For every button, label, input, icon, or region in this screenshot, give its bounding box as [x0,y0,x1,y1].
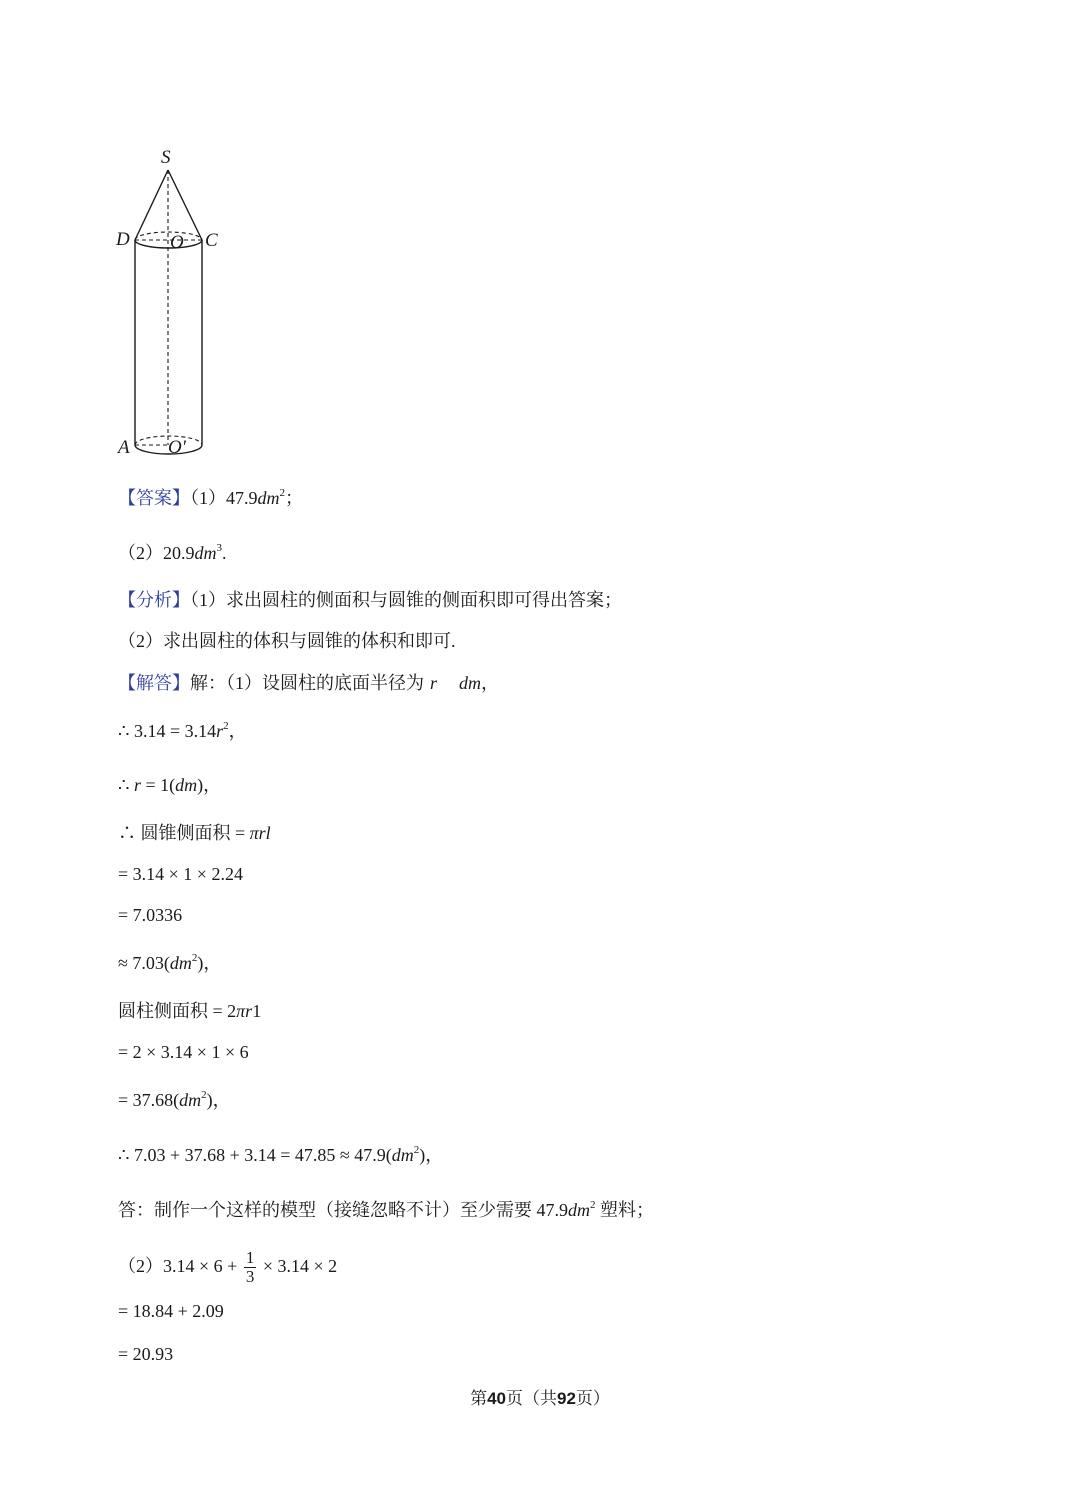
conclusion-unit: dm [568,1200,590,1220]
answer-part1-exp: 2 [279,487,285,499]
label-o-prime: O' [168,437,186,458]
step10-unit: dm [391,1145,414,1165]
step1-end: ， [228,721,247,741]
solution-intro: 解：（1）设圆柱的底面半径为 [190,673,424,693]
page-footer [0,1384,1080,1409]
answer-part2-prefix: （2） [118,543,163,563]
conclusion-text: 答：制作一个这样的模型（接缝忽略不计）至少需要 47.9 [118,1200,568,1220]
analysis-text-2: （2）求出圆柱的体积与圆锥的体积和即可. [118,631,456,651]
figure-svg [108,140,238,470]
answer-line-1 [118,485,303,511]
answer-part2-unit: dm [194,543,217,563]
answer-part1-unit: dm [257,488,280,508]
answer-tag: 【答案】 [118,488,190,508]
analysis-tag: 【分析】 [118,590,190,610]
solution-step-10 [118,1142,443,1168]
step9-end: )， [206,1090,231,1110]
analysis-text-1: （1）求出圆柱的侧面积与圆锥的侧面积即可得出答案； [190,590,622,610]
cone-cylinder-figure [108,140,238,470]
solution-step-9 [118,1087,231,1113]
label-s: S [161,147,171,168]
step7-formula: πr [236,1001,253,1021]
step6-unit: dm [169,953,192,973]
fraction-one-third [244,1249,257,1286]
step9-text: = 37.68( [118,1090,180,1110]
step2-text: ∴ [118,775,134,795]
part2-step2-text: = 20.93 [118,1344,174,1364]
footer-pre: 第 [470,1389,488,1408]
solution-step-7 [118,998,261,1024]
step10-exp: 2 [413,1144,420,1156]
cone-left-edge [135,170,168,240]
step3-text: ∴ 圆锥侧面积 = [118,823,250,843]
step9-unit: dm [179,1090,202,1110]
step1-text: ∴ 3.14 = 3.14 [118,721,217,741]
solution-step-1 [118,718,247,744]
step2-r: r [133,775,141,795]
solution-var-r: r [430,673,438,693]
fraction-numerator: 1 [245,1248,255,1268]
step7-text: 圆柱侧面积 = 2 [118,1001,237,1021]
solution-step-2 [118,772,221,798]
solution-part2-step-1 [118,1298,224,1324]
label-c: C [205,230,218,251]
answer-part1-suffix: ； [285,488,303,508]
step6-exp: 2 [191,952,198,964]
step5-text: = 7.0336 [118,905,183,925]
step2-b: = 1( [140,775,176,795]
solution-line-intro [118,670,499,696]
step6-end: )， [197,953,222,973]
step10-end: )， [419,1145,444,1165]
answer-part2-value: 20.9 [163,543,195,563]
part2-step1-text: = 18.84 + 2.09 [118,1301,224,1321]
step6-text: ≈ 7.03( [118,953,170,973]
step2-end: )， [197,775,222,795]
footer-mid: 页（共 [506,1389,557,1408]
conclusion-end: 塑料； [595,1200,654,1220]
label-a: A [118,437,130,458]
cone-right-edge [168,170,202,240]
answer-part2-suffix: . [222,543,227,563]
solution-step-8 [118,1039,249,1065]
fraction-denominator: 3 [245,1267,255,1287]
answer-part1-prefix: （1） [190,488,226,508]
conclusion-exp: 2 [590,1199,596,1211]
solution-intro-end: ， [481,673,500,693]
step2-unit: dm [175,775,198,795]
solution-step-6 [118,950,221,976]
step10-text: ∴ 7.03 + 37.68 + 3.14 = 47.85 ≈ 47.9( [118,1145,392,1165]
step3-formula: πrl [249,823,271,843]
step8-text: = 2 × 3.14 × 1 × 6 [118,1042,249,1062]
solution-step-4 [118,861,243,887]
label-o: O [170,232,184,253]
answer-part1-value: 47.9 [226,488,258,508]
step9-exp: 2 [201,1089,207,1101]
part2-text: （2）3.14 × 6 + [118,1256,242,1276]
part2-text-b: × 3.14 × 2 [258,1256,338,1276]
solution-part2 [118,1246,337,1286]
solution-part2-step-2 [118,1341,173,1367]
solution-step-3 [118,820,271,846]
answer-part2-exp: 3 [216,542,222,554]
footer-page-number: 40 [487,1389,506,1408]
footer-total-pages: 92 [557,1389,576,1408]
solution-unit-dm: dm [459,673,482,693]
solution-step-5 [118,902,182,928]
answer-line-2 [118,540,227,566]
step4-text: = 3.14 × 1 × 2.24 [118,864,243,884]
analysis-line-1 [118,587,622,613]
solution-tag: 【解答】 [118,673,190,693]
label-d: D [116,229,130,250]
analysis-line-2 [118,628,456,654]
step7-b: 1 [252,1001,262,1021]
footer-post: 页） [575,1389,610,1408]
solution-conclusion [118,1197,654,1223]
step1-exp: 2 [223,720,229,732]
step1-r: r [216,721,224,741]
